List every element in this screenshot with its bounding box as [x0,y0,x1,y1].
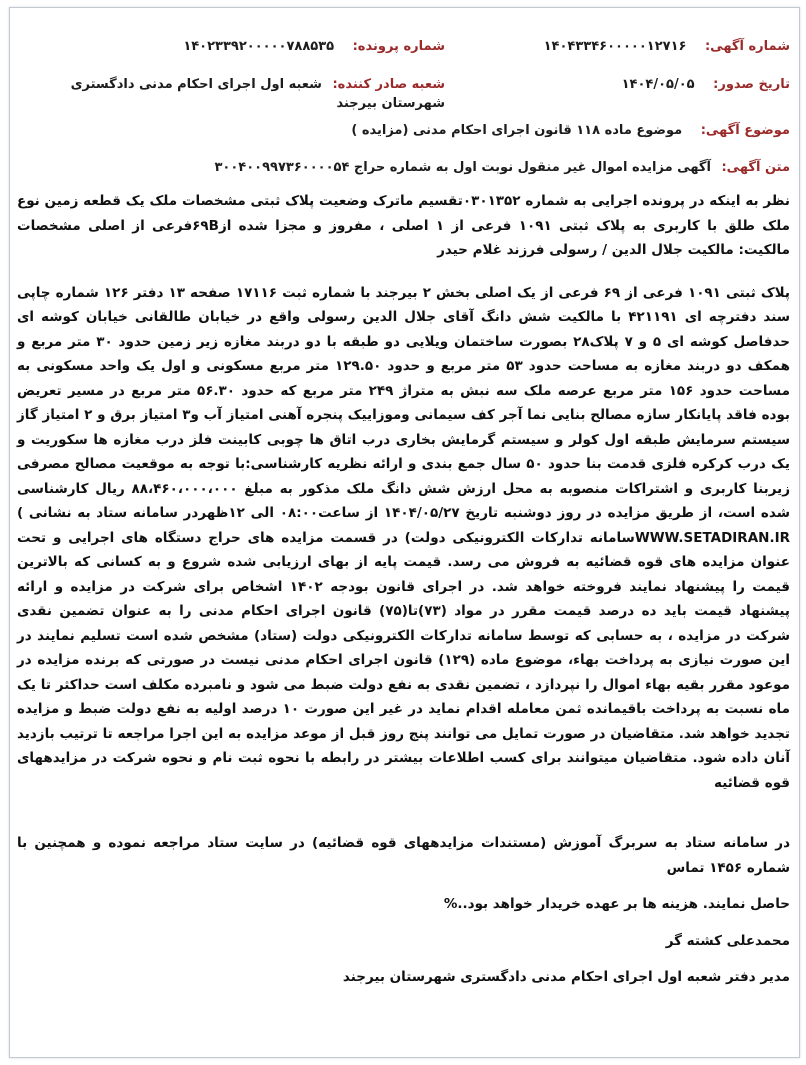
field-case-number [18,37,445,56]
paragraph-intro: نظر به اینکه در پرونده اجرایی به شماره ۰۳۰۱۳۵۲تقسیم ماترک وضعیت پلاک ثبتی مشخصات ملک یک قطعه زمین نوع ملک طلق با کاربری به پلاک ثبتی ۱۰۹۱ فرعی از ۱ اصلی ، مفروز و مجزا شده از۶۹Bفرعی از اصلی مشخصات مالکیت: مالکیت جلال الدین / رسولی فرزند غلام حیدر [17,193,790,258]
issue-date-label: تاریخ صدور: [713,77,790,92]
text-label: متن آگهی: [721,160,790,175]
paragraph-costs: حاصل نمایند. هزینه ها بر عهده خریدار خواهد بود..% [443,896,790,912]
paragraph-property-details: پلاک ثبتی ۱۰۹۱ فرعی از ۶۹ فرعی از یک اصلی بخش ۲ بیرجند با شماره ثبت ۱۷۱۱۶ صفحه ۱۳ دفتر ۱۲۶ شماره چاپی سند دفترچه ای ۴۲۱۱۹۱ با مالکیت شش دانگ آقای جلال الدین رسولی واقع در خیابان طالقانی خیابان کوشه ای حدفاصل کوشه ای ۵ و ۷ پلاک۲۸ بصورت ساختمان ویلایی دو طبقه با دو دربند مغازه زیر زمین حدود ۳۰ متر مربع و همکف دو دربند مغازه به مساحت حدود ۵۳ متر مربع و حدود ۱۲۹.۵۰ متر مربع مسکونی و اول یک واحد مسکونی به مساحت حدود ۱۵۶ متر مربع عرصه ملک سه نبش به متراژ ۲۴۹ متر مربع که حدود ۵۶.۳۰ متر مربع در مسیر تعریض بوده فاقد پایانکار سازه مصالح بنایی نما آجر کف سیمانی وموزاییک پنجره آهنی امتیاز آب و۳ امتیاز برق و ۲ امتیاز گاز سیستم سرمایش طبقه اول کولر و سیستم گرمایش بخاری درب اتاق ها چوبی کابینت فلز درب مغازه ها سکوریت و یک درب کرکره فلزی قدمت بنا حدود ۵۰ سال جمع بندی و ارائه نظریه کارشناسی:با توجه به موقعیت مصالح مصرفی زیربنا کاربری و اشتراکات منصوبه به محل ارزش شش دانگ ملک مذکور به مبلغ ۸۸،۴۶۰،۰۰۰،۰۰۰ ریال کارشناسی شده است، از طریق مزایده در روز دوشنبه تاریخ ۱۴۰۴/۰۵/۲۷ از ساعت۰۸:۰۰ الی ۱۲ظهردر سامانه ستاد به نشانی ) WWW.SETADIRAN.IRسامانه تدارکات الکترونیکی دولت) در قسمت مزایده های حراج دستگاه های اجرایی و تحت عنوان مزایده های قوه قضائیه به فروش می رسد. قیمت پایه از بهای ارزیابی شده شروع و به کسانی که بالاترین قیمت را پیشنهاد نمایند فروخته خواهد شد. در اجرای قانون بودجه ۱۴۰۲ اشخاص برای شرکت در مزایده و ارائه پیشنهاد قیمت باید ده درصد قیمت مقرر در مواد (۷۳)تا(۷۵) قانون اجرای احکام مدنی را به عنوان تضمین نقدی شرکت در مزایده ، به حسابی که توسط سامانه تدارکات الکترونیکی دولت (ستاد) مشخص شده است تسلیم نمایند در این صورت نیازی به پرداخت بهاء، موضوع ماده (۱۲۹) قانون اجرای احکام مدنی نیست در صورتی که برنده مزایده در موعود مقرر بقیه بهاء اموال را نپردازد ، تضمین نقدی به نفع دولت ضبط می شود و نامبرده مکلف است حداکثر تا یک ماه نسبت به پرداخت باقیمانده ثمن معامله اقدام نماید در غیر این صورت ۱۰ درصد اولیه به نفع دولت ضبط و مزایده تجدید خواهد شد. متقاضیان در صورت تمایل می توانند پنج روز قبل از موعد مزایده به این اجرا مراجعه تا ترتیب بازدید آنان داده شود. متقاضیان میتوانند برای کسب اطلاعات بیشتر در رابطه با نحوه ثبت نام و نحوه شرکت در مزایدههای قوه قضائیه [17,284,791,791]
notice-body [17,189,790,990]
header-row-subject [18,121,790,140]
signer-title: مدیر دفتر شعبه اول اجرای احکام مدنی دادگستری شهرستان بیرجند [342,969,790,985]
issuing-branch-value: شعبه اول اجرای احکام مدنی دادگستری شهرستان بیرجند [70,77,445,111]
subject-value: موضوع ماده ۱۱۸ قانون اجرای احکام مدنی (مزایده ) [351,123,683,138]
text-title-value: آگهی مزایده اموال غیر منقول نوبت اول به شماره حراج ۳۰۰۴۰۰۹۹۷۳۶۰۰۰۰۵۴ [214,160,711,175]
field-ad-number [445,37,790,56]
issue-date-value: ۱۴۰۴/۰۵/۰۵ [621,77,695,92]
paragraph-contact: در سامانه ستاد به سربرگ آموزش (مستندات مزایدههای قوه قضائیه) در سایت ستاد مراجعه نموده و همچنین با شماره ۱۴۵۶ تماس [17,835,790,876]
signer-name: محمدعلی کشته گر [665,932,790,949]
ad-number-value: ۱۴۰۴۳۳۴۶۰۰۰۰۰۱۲۷۱۶ [543,39,687,54]
ad-number-label: شماره آگهی: [704,39,790,54]
header-row-text-title [18,158,790,177]
case-number-label: شماره پرونده: [352,39,445,54]
header-row-date-branch [18,75,790,113]
field-text-title [18,158,790,177]
header-row-numbers [18,37,790,56]
issuing-branch-label: شعبه صادر کننده: [332,77,445,92]
case-number-value: ۱۴۰۲۳۳۹۲۰۰۰۰۰۷۸۸۵۳۵ [183,39,335,54]
field-subject [18,121,790,140]
subject-label: موضوع آگهی: [700,123,790,138]
field-issue-date [445,75,790,94]
field-issuing-branch [18,75,445,113]
